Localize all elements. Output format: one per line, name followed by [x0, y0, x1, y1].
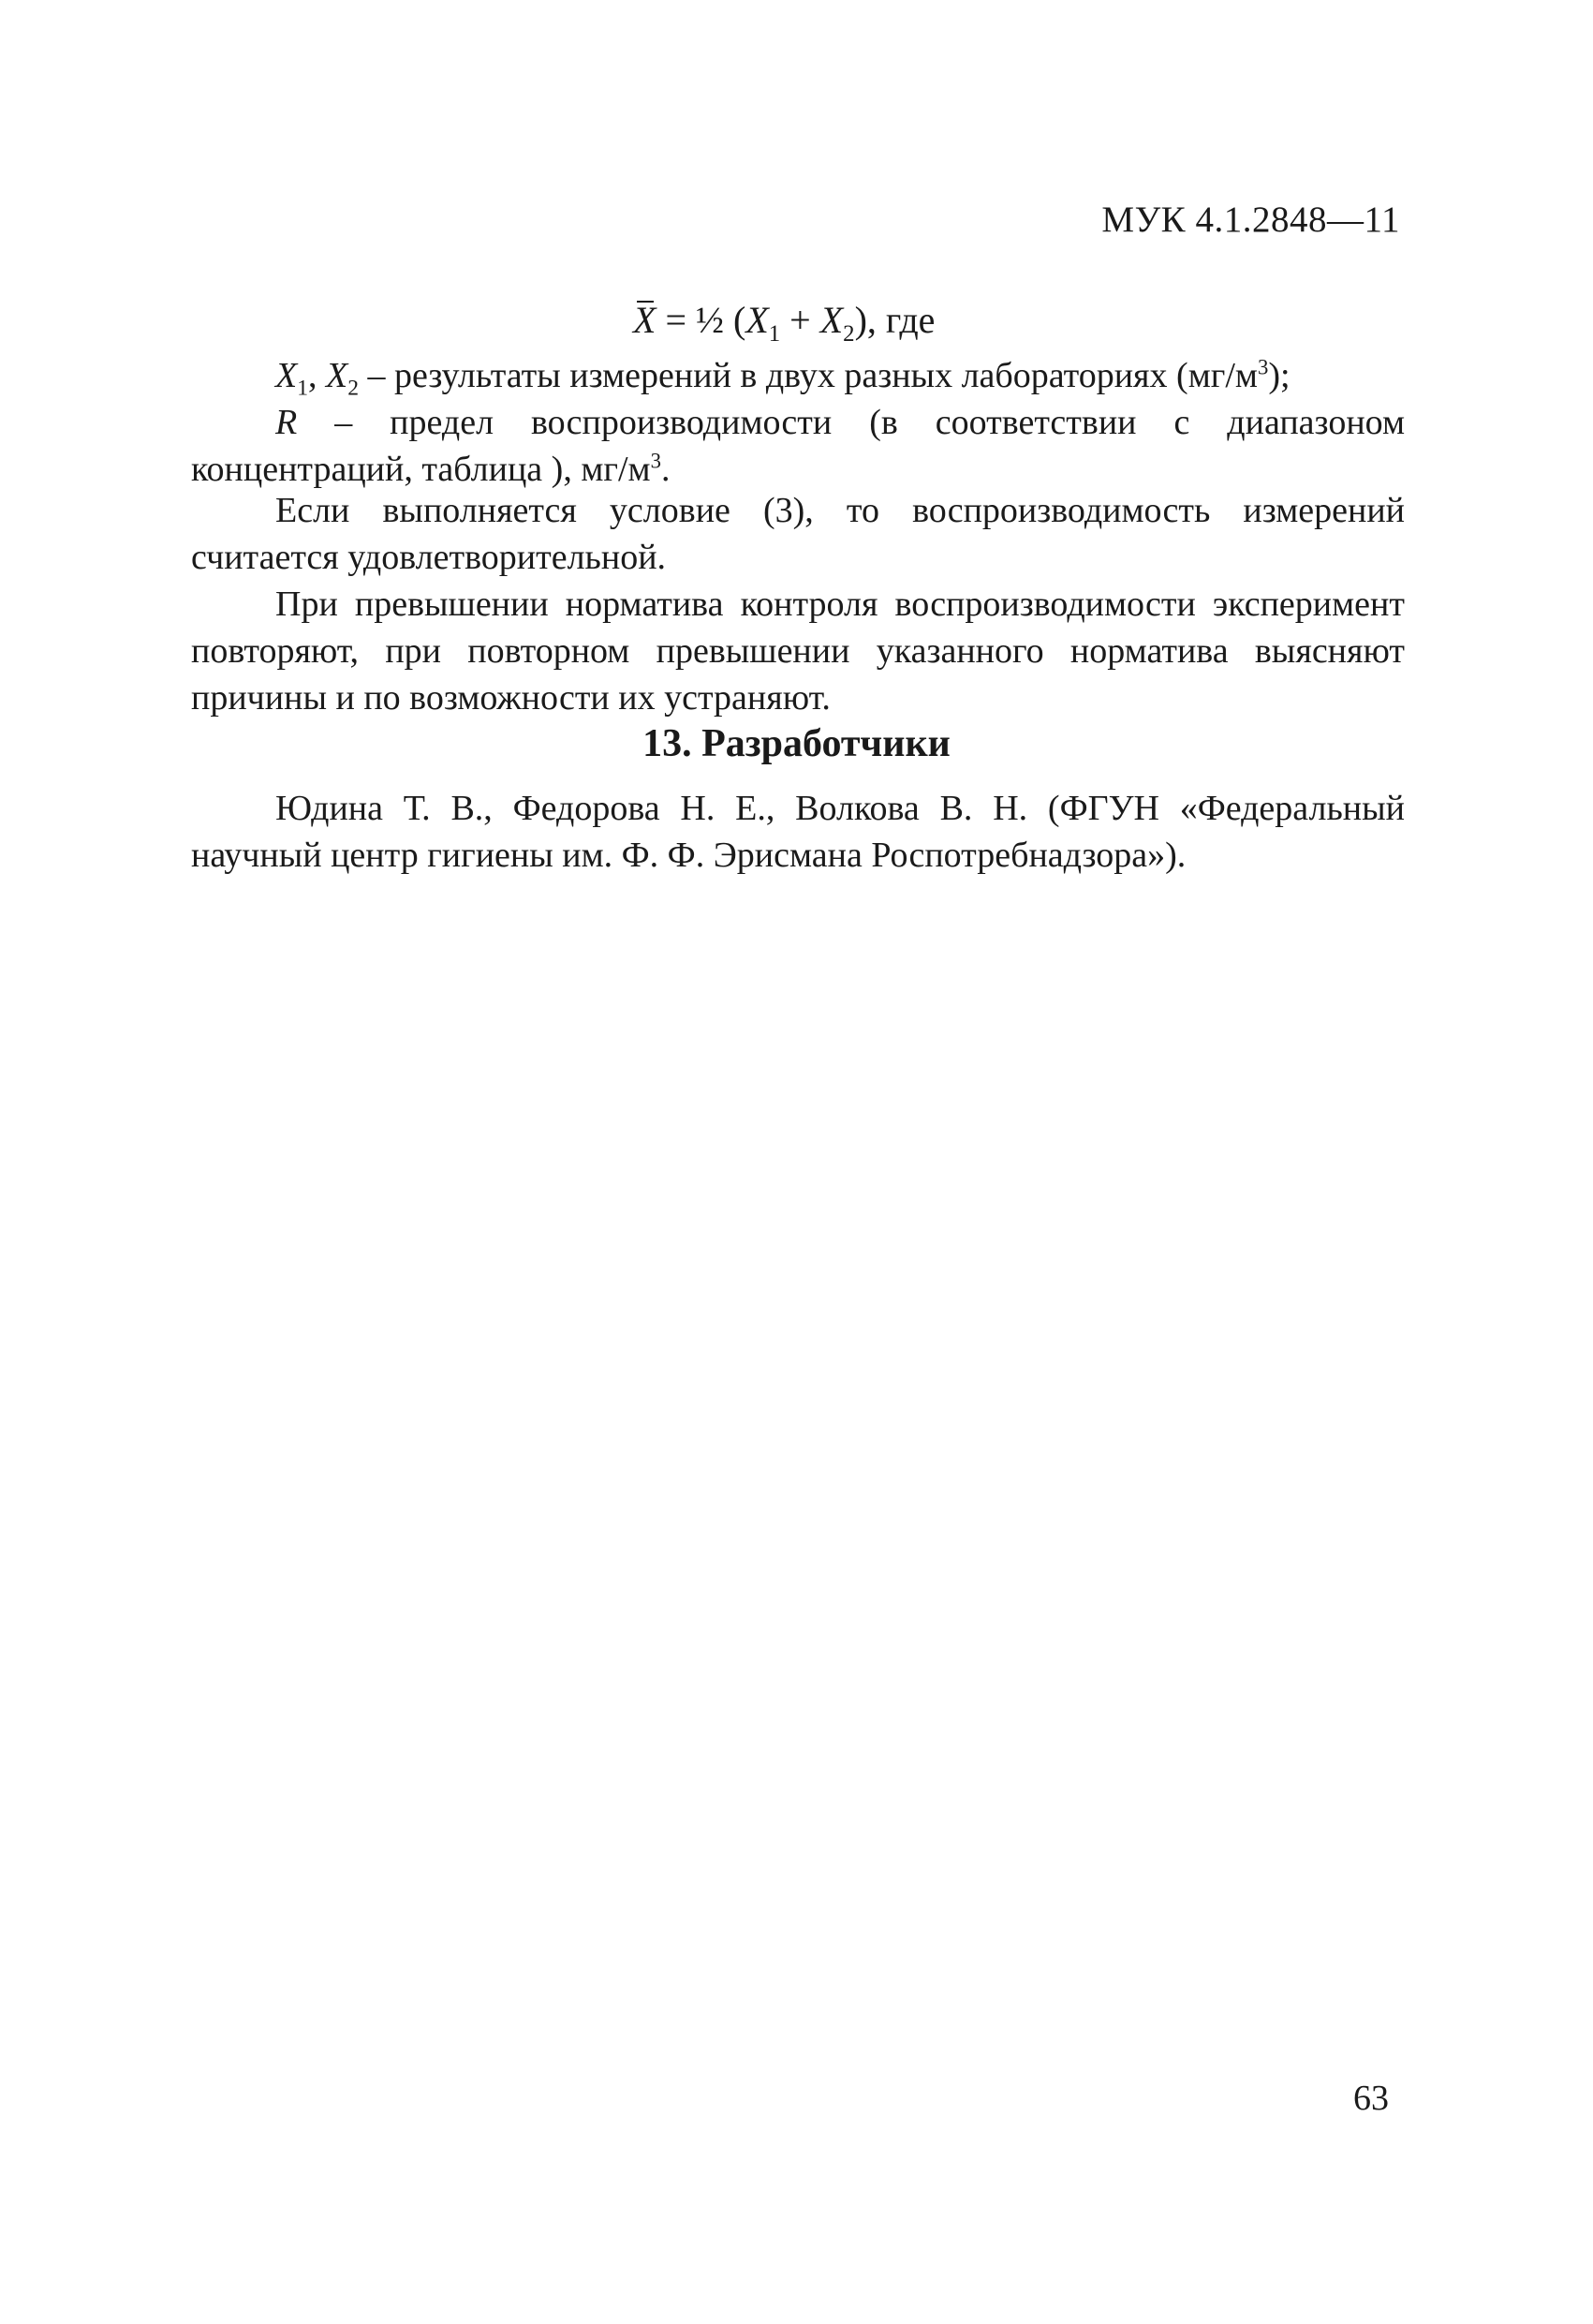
definition-x1-x2	[191, 352, 1405, 399]
formula-equals: =	[656, 299, 696, 341]
definition-sub-1: 1	[297, 376, 308, 401]
definition-r-sup: 3	[650, 449, 661, 473]
paragraph-condition: Если выполняется условие (3), то воспроизводимость измерений считается удовлетворительной.	[191, 491, 1405, 577]
formula-sub-2: 2	[843, 321, 855, 347]
formula-sub-1: 1	[768, 321, 781, 347]
page-number: 63	[1353, 2079, 1389, 2118]
definition-x-text: – результаты измерений в двух разных лабораториях (мг/м	[359, 356, 1258, 395]
definition-symbol-r: R	[275, 403, 298, 442]
formula-plus: +	[780, 299, 820, 341]
definition-r-tail: .	[660, 450, 671, 489]
mean-formula	[633, 298, 936, 347]
developers-section	[191, 785, 1405, 879]
definition-r-text: – предел воспроизводимости (в соответствии с диапазоном концентраций, таблица ), мг/м	[191, 403, 1405, 489]
formula-x-bar: X	[633, 299, 656, 341]
formula-definitions	[191, 352, 1405, 493]
definition-x-sup: 3	[1257, 355, 1269, 379]
definition-separator: ,	[308, 356, 326, 395]
definition-symbol-x2: X	[326, 356, 348, 395]
definition-symbol-x1: X	[275, 356, 298, 395]
developers-text: Юдина Т. В., Федорова Н. Е., Волкова В. Н. (ФГУН «Федеральный научный центр гигиены им. Ф. Ф. Эрисмана Роспотребнадзора»).	[191, 789, 1405, 875]
body-paragraphs	[191, 487, 1405, 721]
section-heading: 13. Разработчики	[642, 722, 951, 765]
definition-r	[191, 399, 1405, 493]
formula-open: (	[724, 299, 746, 341]
paragraph-exceedance: При превышении норматива контроля воспроизводимости эксперимент повторяют, при повторном превышении указанного норматива выясняют причины и по возможности их устраняют.	[191, 585, 1405, 718]
formula-x2: X	[819, 299, 844, 341]
formula-x1: X	[745, 299, 769, 341]
definition-x-tail: );	[1268, 356, 1291, 395]
document-code: МУК 4.1.2848—11	[1101, 200, 1400, 240]
definition-sub-2: 2	[347, 376, 359, 401]
formula-close: ), где	[854, 299, 936, 341]
formula-half: ½	[696, 299, 724, 341]
